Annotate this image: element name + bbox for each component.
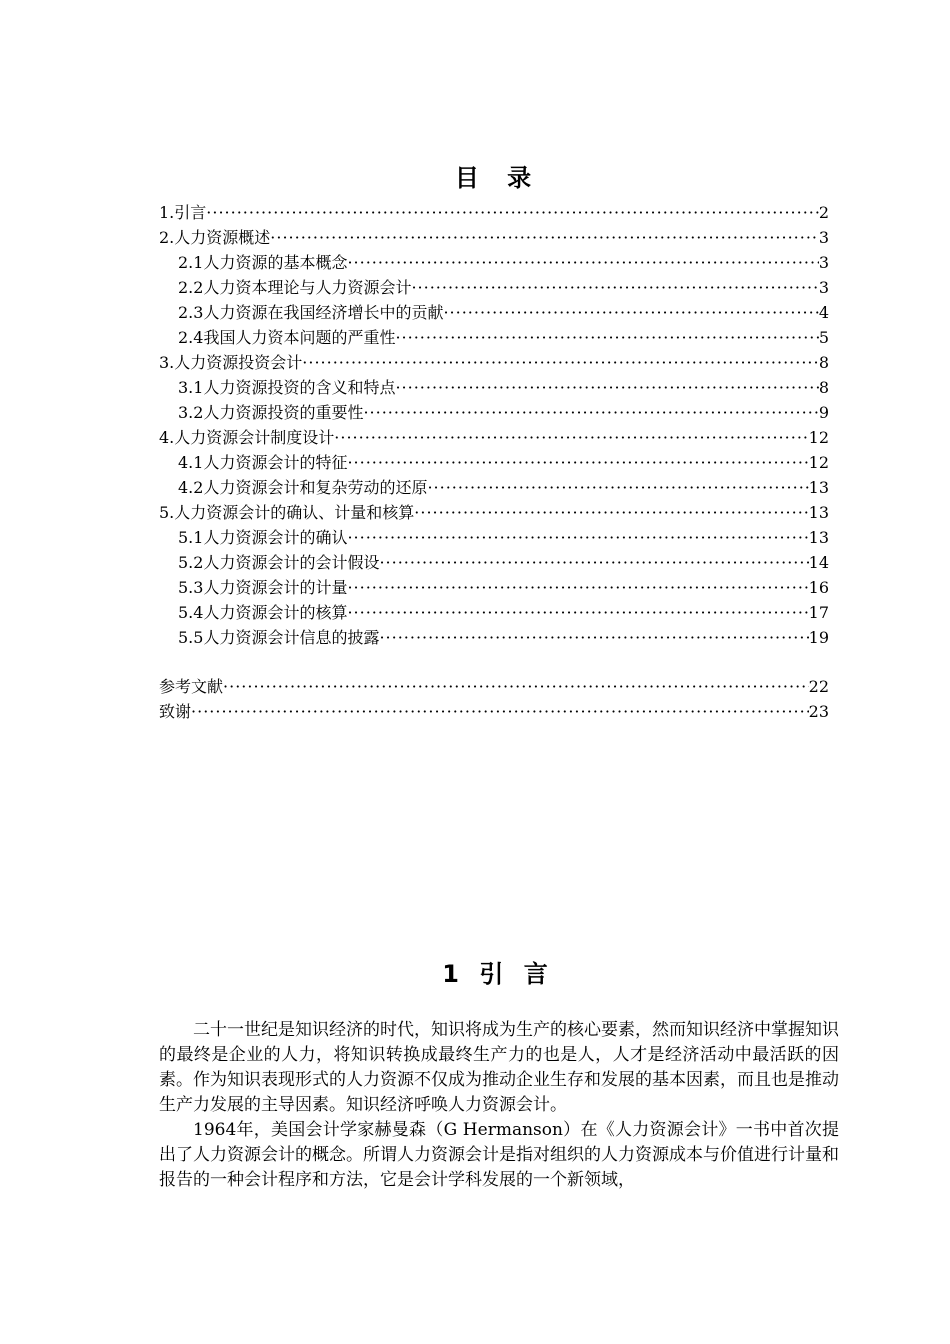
toc-entry[interactable]	[159, 550, 829, 575]
toc-entry-page: 3	[818, 278, 829, 297]
toc-leader-dots	[347, 600, 808, 625]
toc-leader-dots	[395, 325, 818, 350]
toc-leader-dots	[347, 450, 808, 475]
toc-entry-page: 14	[808, 553, 829, 572]
toc-leader-dots	[347, 250, 818, 275]
toc-entry-page: 9	[818, 403, 829, 422]
toc-leader-dots	[427, 475, 808, 500]
toc-leader-dots	[191, 699, 809, 724]
toc-entry[interactable]	[159, 450, 829, 475]
toc-entry-label: 5.4人力资源会计的核算	[178, 603, 348, 622]
toc-entry-label: 5.2人力资源会计的会计假设	[178, 553, 380, 572]
toc-leader-dots	[302, 350, 819, 375]
toc-entry-label: 2.人力资源概述	[159, 228, 271, 247]
toc-entry[interactable]	[159, 200, 829, 225]
toc-title: 目 录	[454, 164, 542, 192]
toc-entry-page: 3	[818, 253, 829, 272]
toc-entry[interactable]	[159, 325, 829, 350]
toc-leader-dots	[334, 425, 808, 450]
toc-entry-label: 2.3人力资源在我国经济增长中的贡献	[178, 303, 444, 322]
body-paragraph: 1964年，美国会计学家赫曼森（G Hermanson）在《人力资源会计》一书中首次提出了人力资源会计的概念。所谓人力资源会计是指对组织的人力资源成本与价值进行计量和报告的一种会计程序和方法，它是会计学科发展的一个新领域，	[159, 1120, 839, 1190]
toc-leader-dots	[347, 525, 808, 550]
toc-entry[interactable]	[159, 699, 829, 724]
toc-entry[interactable]	[159, 500, 829, 525]
toc-entry-page: 2	[818, 203, 829, 222]
toc-entry-page: 5	[818, 328, 829, 347]
toc-entry-label: 1.引言	[159, 203, 207, 222]
toc-entry-page: 22	[808, 677, 829, 696]
toc-leader-dots	[411, 275, 818, 300]
toc-leader-dots	[363, 400, 818, 425]
toc-entry-page: 13	[808, 528, 829, 547]
toc-entry[interactable]	[159, 600, 829, 625]
toc-entry-label: 2.1人力资源的基本概念	[178, 253, 348, 272]
toc-entry-label: 5.3人力资源会计的计量	[178, 578, 348, 597]
toc-entry[interactable]	[159, 425, 829, 450]
section-title: 1 引 言	[442, 960, 554, 988]
toc-leader-dots	[414, 500, 808, 525]
body-paragraph: 二十一世纪是知识经济的时代，知识将成为生产的核心要素，然而知识经济中掌握知识的最终是企业的人力，将知识转换成最终生产力的也是人，人才是经济活动中最活跃的因素。作为知识表现形式的人力资源不仅成为推动企业生存和发展的基本因素，而且也是推动生产力发展的主导因素。知识经济呼唤人力资源会计。	[159, 1020, 839, 1115]
toc-entry[interactable]	[159, 375, 829, 400]
toc-entry-label: 3.2人力资源投资的重要性	[178, 403, 364, 422]
toc-entry[interactable]	[159, 400, 829, 425]
toc-entry-label: 参考文献	[159, 677, 224, 696]
toc-leader-dots	[443, 300, 818, 325]
toc-entry[interactable]	[159, 250, 829, 275]
toc-entry-label: 3.人力资源投资会计	[159, 353, 303, 372]
table-of-contents	[159, 200, 829, 724]
toc-entry-page: 4	[818, 303, 829, 322]
toc-entry-page: 8	[818, 353, 829, 372]
toc-entry[interactable]	[159, 225, 829, 250]
toc-entry-page: 12	[808, 428, 829, 447]
toc-leader-dots	[379, 550, 808, 575]
toc-entry[interactable]	[159, 475, 829, 500]
toc-entry-label: 5.人力资源会计的确认、计量和核算	[159, 503, 415, 522]
toc-entry-label: 5.5人力资源会计信息的披露	[178, 628, 380, 647]
toc-entry-label: 4.2人力资源会计和复杂劳动的还原	[178, 478, 428, 497]
toc-entry-page: 12	[808, 453, 829, 472]
toc-leader-dots	[347, 575, 808, 600]
toc-leader-dots	[270, 225, 819, 250]
toc-entry[interactable]	[159, 275, 829, 300]
toc-leader-dots	[206, 200, 819, 225]
toc-leader-dots	[395, 375, 818, 400]
toc-entry[interactable]	[159, 525, 829, 550]
toc-entry-label: 3.1人力资源投资的含义和特点	[178, 378, 396, 397]
toc-entry[interactable]	[159, 350, 829, 375]
toc-entry[interactable]	[159, 625, 829, 650]
toc-entry[interactable]	[159, 575, 829, 600]
toc-entry-label: 4.人力资源会计制度设计	[159, 428, 335, 447]
toc-entry-page: 17	[808, 603, 829, 622]
section-body	[159, 1018, 839, 1193]
toc-entry-page: 19	[808, 628, 829, 647]
toc-entry-page: 13	[808, 503, 829, 522]
toc-entry-page: 13	[808, 478, 829, 497]
toc-entry[interactable]	[159, 674, 829, 699]
toc-entry-page: 8	[818, 378, 829, 397]
toc-entry-page: 3	[818, 228, 829, 247]
toc-entry-page: 16	[808, 578, 829, 597]
toc-entry-label: 4.1人力资源会计的特征	[178, 453, 348, 472]
toc-entry-label: 2.4我国人力资本问题的严重性	[178, 328, 396, 347]
toc-entry[interactable]	[159, 300, 829, 325]
toc-entry-page: 23	[808, 702, 829, 721]
toc-leader-dots	[379, 625, 808, 650]
toc-entry-label: 5.1人力资源会计的确认	[178, 528, 348, 547]
toc-entry-label: 致谢	[159, 702, 192, 721]
toc-entry-label: 2.2人力资本理论与人力资源会计	[178, 278, 412, 297]
toc-leader-dots	[223, 674, 809, 699]
